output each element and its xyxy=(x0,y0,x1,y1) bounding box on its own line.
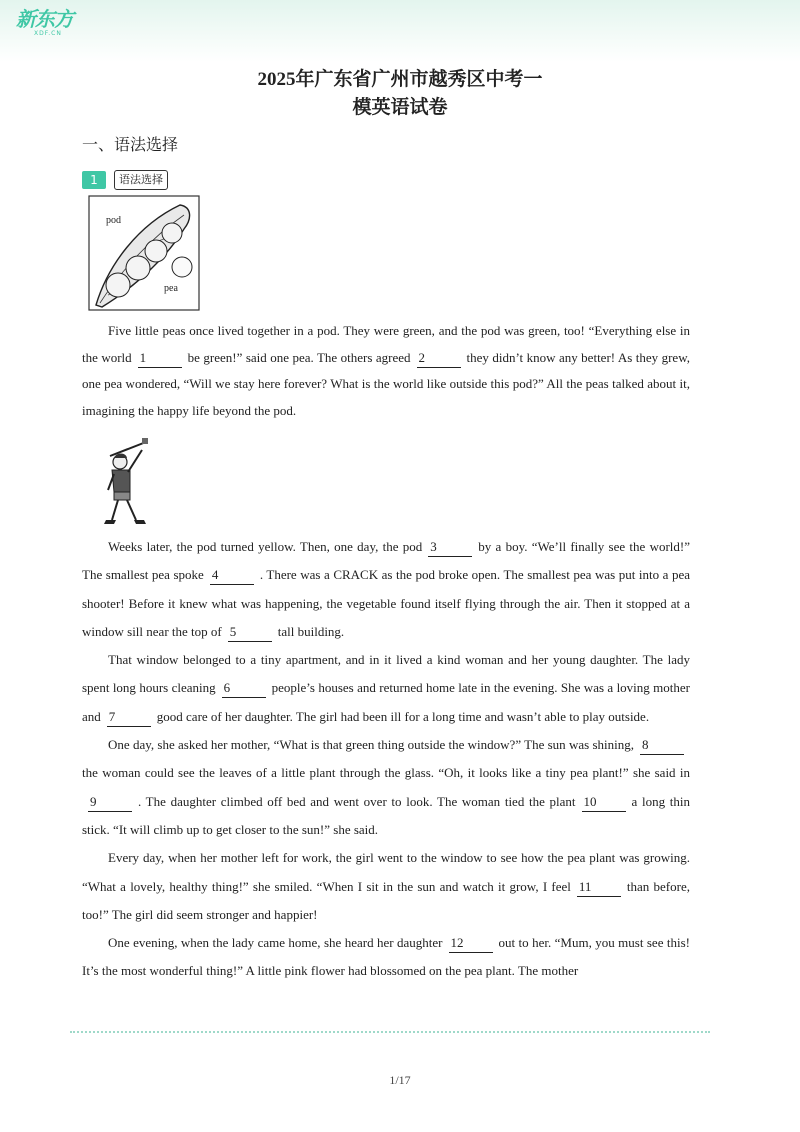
pod-label: pod xyxy=(106,215,121,226)
blank-11: 11 xyxy=(577,878,621,897)
p2-text-1: Weeks later, the pod turned yellow. Then, one day, the pod xyxy=(108,539,423,554)
p2-text-4: tall building. xyxy=(277,623,345,639)
blank-9: 9 xyxy=(88,793,132,812)
document-title-line-2: 模英语试卷 xyxy=(352,97,448,118)
page-number: 1/17 xyxy=(389,1073,411,1087)
p3-text-1: That window belonged to a tiny apartment, and in it lived a kind woman and her young daughter. The lady spent long hours cleaning xyxy=(82,652,690,696)
passage-paragraph-4 xyxy=(82,731,690,844)
p2-text-3: . There was a CRACK as the pod broke open. The smallest pea was put into a pea shooter! Before it knew what was happening, the vegetable found itself flying through the air. Then it stopped at a window sill near the top of xyxy=(82,567,691,639)
section-heading: 一、语法选择 xyxy=(82,137,179,154)
p1-text-1: Five little peas once lived together in a pod. They were green, and the pod was green, too! “Everything else in the world xyxy=(82,323,690,365)
page-header-band xyxy=(0,0,800,62)
pea-label: pea xyxy=(164,283,178,294)
p4-text-4: a long thin stick. “It will climb up to get closer to the sun!” she said. xyxy=(82,793,690,837)
blank-1: 1 xyxy=(138,349,182,368)
p5-text-1: Every day, when her mother left for work, the girl went to the window to see how the pea plant was growing. “What a lovely, healthy thing!” she smiled. “When I sit in the sun and watch it grow, I feel xyxy=(82,850,690,894)
brand-logo xyxy=(16,8,86,42)
p3-text-3: good care of her daughter. The girl had been ill for a long time and wasn’t able to play outside. xyxy=(156,708,650,724)
blank-8: 8 xyxy=(640,736,684,755)
question-type-tag: 语法选择 xyxy=(114,170,168,190)
blank-5: 5 xyxy=(228,623,272,642)
p4-text-2: the woman could see the leaves of a little plant through the glass. “Oh, it looks like a tiny pea plant!” she said in xyxy=(82,765,690,781)
footer-divider xyxy=(70,1031,710,1033)
passage-paragraph-1 xyxy=(82,318,690,424)
p6-text-1: One evening, when the lady came home, she heard her daughter xyxy=(108,935,443,951)
passage-body xyxy=(82,533,690,986)
p1-text-2: be green!” said one pea. The others agreed xyxy=(187,349,411,365)
p5-text-2: than before, too!” The girl did seem stronger and happier! xyxy=(82,878,690,922)
passage-paragraph-3 xyxy=(82,646,690,731)
blank-6: 6 xyxy=(222,679,266,698)
passage-paragraph-5 xyxy=(82,844,690,929)
blank-3: 3 xyxy=(428,538,472,557)
blank-12: 12 xyxy=(449,934,493,953)
document-title-line-1: 2025年广东省广州市越秀区中考一 xyxy=(257,69,543,90)
passage-paragraph-2 xyxy=(82,533,690,646)
blank-10: 10 xyxy=(582,793,626,812)
blank-2: 2 xyxy=(417,349,461,368)
p6-text-2: out to her. “Mum, you must see this! It’s the most wonderful thing!” A little pink flower had blossomed on the pea plant. The mother xyxy=(82,935,690,979)
brand-logo-text: 新东方 xyxy=(16,7,73,31)
p4-text-3: . The daughter climbed off bed and went over to look. The woman tied the plant xyxy=(138,793,576,809)
pea-pod-illustration xyxy=(88,195,200,311)
p2-text-2: by a boy. “We’ll finally see the world!” The smallest pea spoke xyxy=(82,539,691,583)
p1-text-3: they didn’t know any better! As they grew, one pea wondered, “Will we stay here forever? What is the world like outside this pod?” All the peas talked about it, imagining the happy life beyond the pod. xyxy=(82,349,690,418)
blank-7: 7 xyxy=(107,708,151,727)
blank-4: 4 xyxy=(210,566,254,585)
p4-text-1: One day, she asked her mother, “What is that green thing outside the window?” The sun was shining, xyxy=(108,737,634,753)
passage-paragraph-6 xyxy=(82,929,690,986)
question-number-badge: 1 xyxy=(82,171,106,189)
boy-with-pea-shooter-illustration xyxy=(100,436,156,528)
p3-text-2: people’s houses and returned home late in the evening. She was a loving mother and xyxy=(82,680,690,724)
brand-logo-subtext: XDF.CN xyxy=(34,30,62,37)
